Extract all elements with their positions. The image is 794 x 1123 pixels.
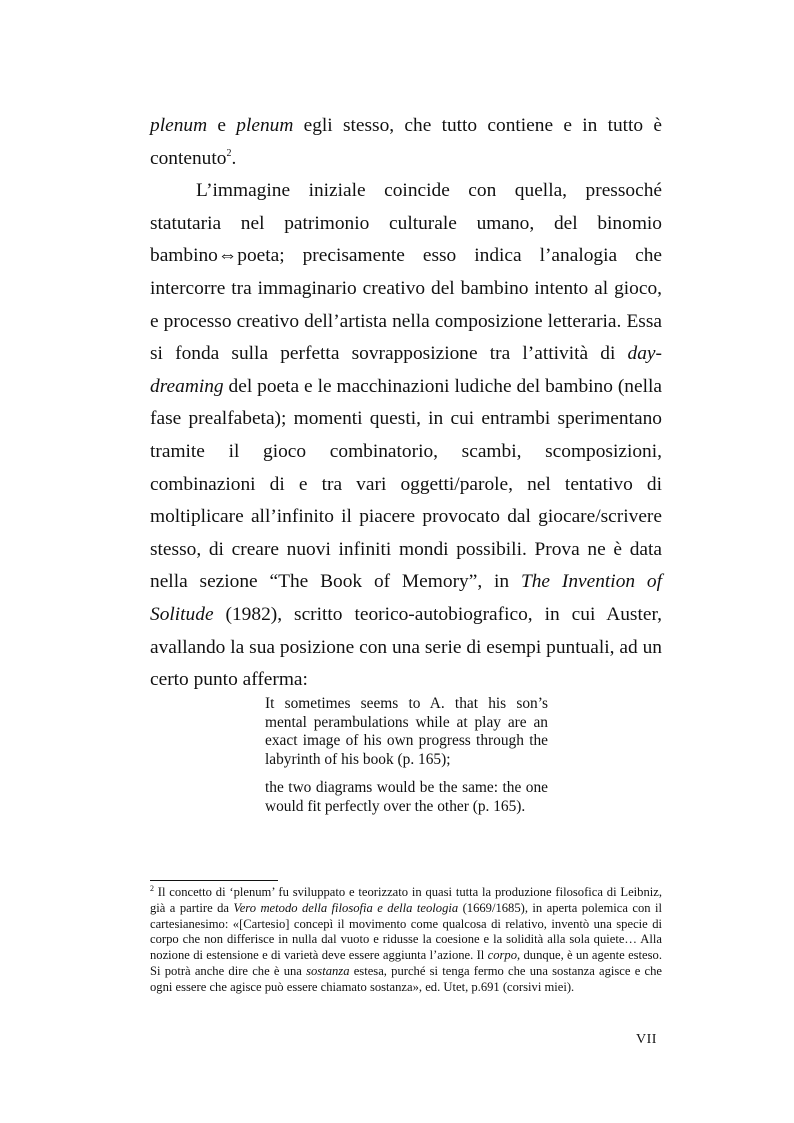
quote-paragraph-2: the two diagrams would be the same: the one would fit perfectly over the other (p. 165). (265, 779, 548, 815)
text-run: Il concetto di ‘plenum’ fu sviluppato e teorizzato in quasi tutta la produzione filosofica di Leibniz, già a partire da (150, 885, 662, 915)
text-run: egli stesso, che tutto contiene e in tutto è contenuto (150, 115, 662, 169)
text-run: e (207, 115, 237, 136)
italic-term: sostanza (306, 963, 350, 978)
text-run: (1982), scritto teorico-autobiografico, in cui Auster, avallando la sua posizione con una serie di esempi puntuali, ad un certo punto afferma: (150, 603, 662, 691)
italic-term: corpo (487, 948, 518, 963)
text-run: del poeta e le macchinazioni ludiche del bambino (nella fase prealfabeta); momenti questi, in cui entrambi sperimentano tramite il gioco combinatorio, scambi, scomposizioni, combinazioni di e tra vari oggetti/parole, nel tentativo di moltiplicare all’infinito il piacere provocato dal giocare/scrivere stesso, di creare nuovi infiniti mondi possibili. Prova ne è data nella sezione “The Book of Memory”, in (150, 375, 662, 593)
text-run: . (231, 147, 237, 169)
paragraph-2 (150, 175, 662, 697)
book-title: Vero metodo della filosofia e della teologia (233, 900, 459, 915)
text-run: poeta; precisamente esso indica l’analogia che intercorre tra immaginario creativo del bambino intento al gioco, e processo creativo dell’artista nella composizione letteraria. Essa si fonda sulla perfetta sovrapposizione tra l’attività di (150, 245, 662, 365)
footnote-separator (150, 880, 278, 881)
quote-paragraph-1: It sometimes seems to A. that his son’s mental perambulations while at play are an exact image of his own progress through the labyrinth of his book (p. 165); (265, 695, 548, 768)
footnote (150, 885, 662, 996)
book-title: The Invention of Solitude (150, 571, 663, 625)
page-number: VII (636, 1032, 657, 1047)
footnote-reference[interactable]: 2 (226, 147, 232, 159)
italic-term: plenum (150, 115, 208, 136)
footnote-number: 2 (150, 884, 154, 893)
paragraph-1 (150, 110, 662, 175)
italic-term: plenum (236, 115, 294, 136)
footnote-text (150, 885, 662, 996)
text-run: estesa, purché si tenga fermo che una sostanza agisce e che ogni essere che agisce può essere chiamato sostanza», ed. Utet, p.691 (corsivi miei). (150, 963, 662, 994)
text-run: , dunque, è un agente esteso. Si potrà anche dire che è una (150, 948, 662, 978)
text-run: L’immagine iniziale coincide con quella, pressoché statutaria nel patrimonio culturale umano, del binomio bambino (150, 180, 662, 267)
double-arrow-symbol: ⇔ (217, 245, 238, 267)
italic-term: day-dreaming (150, 343, 662, 397)
main-text (150, 110, 662, 697)
text-run: (1669/1685), in aperta polemica con il cartesianesimo: «[Cartesio] concepì il movimento come qualcosa di relativo, inventò una specie di corpo che non differisce in nulla dal vuoto e ridusse la coesione e la solidità alla sola quiete… Alla nozione di estensione e di varietà deve essere aggiunta l’azione. Il (150, 900, 662, 963)
block-quote (265, 695, 548, 817)
